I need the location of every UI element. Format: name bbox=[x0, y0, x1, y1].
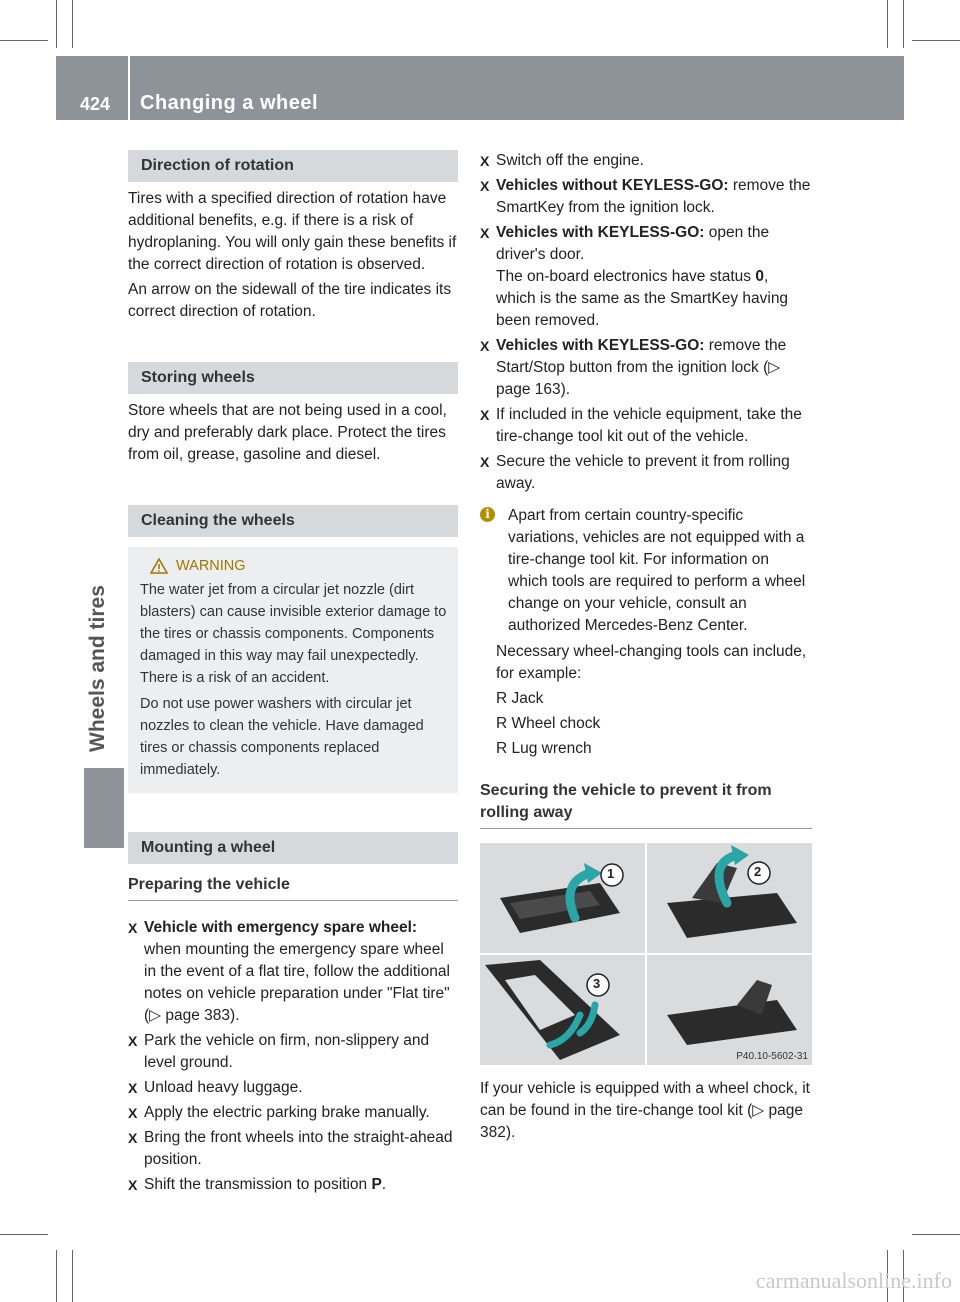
info-note bbox=[480, 505, 812, 760]
figure-pane-3 bbox=[480, 955, 645, 1065]
step-arrow-icon: X bbox=[480, 225, 490, 241]
step-item bbox=[480, 175, 812, 219]
info-icon: i bbox=[480, 507, 495, 522]
section-heading-mounting: Mounting a wheel bbox=[128, 832, 458, 864]
crop-mark bbox=[0, 1234, 48, 1235]
step-text: open the driver's door. bbox=[496, 224, 770, 263]
section-heading-storing: Storing wheels bbox=[128, 362, 458, 394]
section-heading-cleaning: Cleaning the wheels bbox=[128, 505, 458, 537]
crop-mark bbox=[912, 1234, 960, 1235]
step-item bbox=[128, 1077, 458, 1099]
side-tab-block bbox=[84, 768, 124, 848]
info-text: Apart from certain country-specific variations, vehicles are not equipped with a tire-change tool kit. For information on which tools are required to perform a wheel change on your vehicle, consult an authorized Mercedes-Benz Center. bbox=[508, 507, 806, 634]
figure-code: P40.10-5602-31 bbox=[736, 1051, 808, 1062]
step-arrow-icon: X bbox=[480, 178, 490, 194]
step-text: The on-board electronics have status bbox=[496, 268, 756, 285]
gear-position: P bbox=[371, 1176, 382, 1193]
step-arrow-icon: X bbox=[128, 1130, 138, 1146]
step-text: Secure the vehicle to prevent it from rolling away. bbox=[496, 453, 790, 492]
step-bold: Vehicles without KEYLESS-GO: bbox=[496, 177, 729, 194]
subheading-preparing: Preparing the vehicle bbox=[128, 874, 458, 901]
figure-pane-2 bbox=[647, 843, 812, 953]
step-bold: Vehicles with KEYLESS-GO: bbox=[496, 224, 705, 241]
crop-mark bbox=[0, 40, 48, 41]
step-bold: Vehicle with emergency spare wheel: bbox=[144, 919, 418, 936]
step-text: Bring the front wheels into the straight-ahead position. bbox=[144, 1129, 453, 1168]
bullet-icon: R bbox=[496, 715, 508, 732]
paragraph-after-figure: If your vehicle is equipped with a wheel chock, it can be found in the tire-change tool kit (▷ page 382). bbox=[480, 1080, 810, 1141]
crop-mark bbox=[887, 0, 888, 48]
step-item bbox=[128, 1030, 458, 1074]
step-text: Park the vehicle on firm, non-slippery and level ground. bbox=[144, 1032, 430, 1071]
step-arrow-icon: X bbox=[128, 920, 138, 936]
wheel-chock-image bbox=[480, 843, 645, 953]
crop-mark bbox=[72, 0, 73, 48]
crop-mark bbox=[903, 0, 904, 48]
step-arrow-icon: X bbox=[480, 153, 490, 169]
warning-box bbox=[128, 547, 458, 793]
step-arrow-icon: X bbox=[480, 407, 490, 423]
warning-label: WARNING bbox=[176, 558, 246, 574]
warning-text: The water jet from a circular jet nozzle (dirt blasters) can cause invisible exterior damage to the tires or chassis components. Components damaged in this way may fail unexpectedly. There is a risk of an accident. bbox=[140, 582, 447, 686]
step-text: Apply the electric parking brake manually. bbox=[144, 1104, 430, 1121]
paragraph: Tires with a specified direction of rotation have additional benefits, e.g. if there is a risk of hydroplaning. You will only gain these benefits if the correct direction of rotation is observed. bbox=[128, 190, 457, 273]
warning-title bbox=[140, 555, 450, 577]
warning-triangle-icon bbox=[150, 558, 168, 574]
page-title: Changing a wheel bbox=[140, 92, 319, 114]
step-item bbox=[128, 1102, 458, 1124]
step-bold: Vehicles with KEYLESS-GO: bbox=[496, 337, 705, 354]
status-value: 0 bbox=[755, 268, 764, 285]
figure-label: 2 bbox=[754, 864, 762, 879]
step-text: remove the Start/Stop button from the ignition lock (▷ page 163). bbox=[496, 337, 787, 398]
warning-text: Do not use power washers with circular jet nozzles to clean the vehicle. Have damaged tires or chassis components replaced immediately. bbox=[140, 696, 424, 778]
step-text: Switch off the engine. bbox=[496, 152, 644, 169]
step-arrow-icon: X bbox=[128, 1080, 138, 1096]
list-item bbox=[496, 688, 812, 710]
wheel-chock-image bbox=[647, 955, 812, 1065]
list-item bbox=[496, 713, 812, 735]
list-item-text: Jack bbox=[511, 690, 544, 707]
section-heading-direction: Direction of rotation bbox=[128, 150, 458, 182]
figure-pane-4 bbox=[647, 955, 812, 1065]
crop-mark bbox=[72, 1250, 73, 1302]
step-item bbox=[128, 917, 458, 1027]
step-text: Shift the transmission to position bbox=[144, 1176, 372, 1193]
step-item: X Shift the transmission to position P. bbox=[128, 1174, 458, 1196]
step-item bbox=[480, 150, 812, 172]
left-column bbox=[128, 150, 458, 1199]
step-text: If included in the vehicle equipment, take the tire-change tool kit out of the vehicle. bbox=[496, 406, 802, 445]
step-item bbox=[480, 451, 812, 495]
crop-mark bbox=[912, 40, 960, 41]
step-text: Unload heavy luggage. bbox=[144, 1079, 303, 1096]
step-item bbox=[128, 1127, 458, 1171]
header-divider bbox=[128, 56, 130, 120]
page-header bbox=[56, 56, 904, 120]
list-item-text: Wheel chock bbox=[511, 715, 601, 732]
bullet-icon: R bbox=[496, 690, 508, 707]
page-number: 424 bbox=[80, 94, 111, 114]
step-item bbox=[480, 222, 812, 332]
side-tab-label: Wheels and tires bbox=[86, 585, 109, 752]
step-arrow-icon: X bbox=[128, 1033, 138, 1049]
wheel-chock-image bbox=[647, 843, 812, 953]
watermark: carmanualsonline.info bbox=[755, 1268, 952, 1293]
paragraph: An arrow on the sidewall of the tire indicates its correct direction of rotation. bbox=[128, 281, 452, 320]
figure-label: 3 bbox=[593, 976, 601, 991]
figure-label: 1 bbox=[607, 866, 615, 881]
step-text: , which is the same as the SmartKey having been removed. bbox=[496, 268, 789, 329]
step-arrow-icon: X bbox=[128, 1105, 138, 1121]
right-column bbox=[480, 150, 812, 829]
wheel-chock-figure bbox=[480, 843, 812, 1065]
wheel-chock-image bbox=[480, 955, 645, 1065]
bullet-icon: R bbox=[496, 740, 508, 757]
paragraph: Store wheels that are not being used in a cool, dry and preferably dark place. Protect the tires from oil, grease, gasoline and diesel. bbox=[128, 402, 447, 463]
info-text: Necessary wheel-changing tools can include, for example: bbox=[496, 643, 807, 682]
step-arrow-icon: X bbox=[480, 454, 490, 470]
list-item-text: Lug wrench bbox=[511, 740, 592, 757]
step-item bbox=[480, 335, 812, 401]
list-item bbox=[496, 738, 812, 760]
step-item bbox=[480, 404, 812, 448]
step-arrow-icon: X bbox=[128, 1177, 138, 1193]
step-text: remove the SmartKey from the ignition lock. bbox=[496, 177, 811, 216]
crop-mark bbox=[56, 0, 57, 48]
crop-mark bbox=[56, 1250, 57, 1302]
figure-pane-1 bbox=[480, 843, 645, 953]
subheading-securing: Securing the vehicle to prevent it from rolling away bbox=[480, 780, 812, 829]
step-text: when mounting the emergency spare wheel in the event of a flat tire, follow the additional notes on vehicle preparation under "Flat tire" (▷ page 383). bbox=[144, 941, 450, 1024]
step-arrow-icon: X bbox=[480, 338, 490, 354]
